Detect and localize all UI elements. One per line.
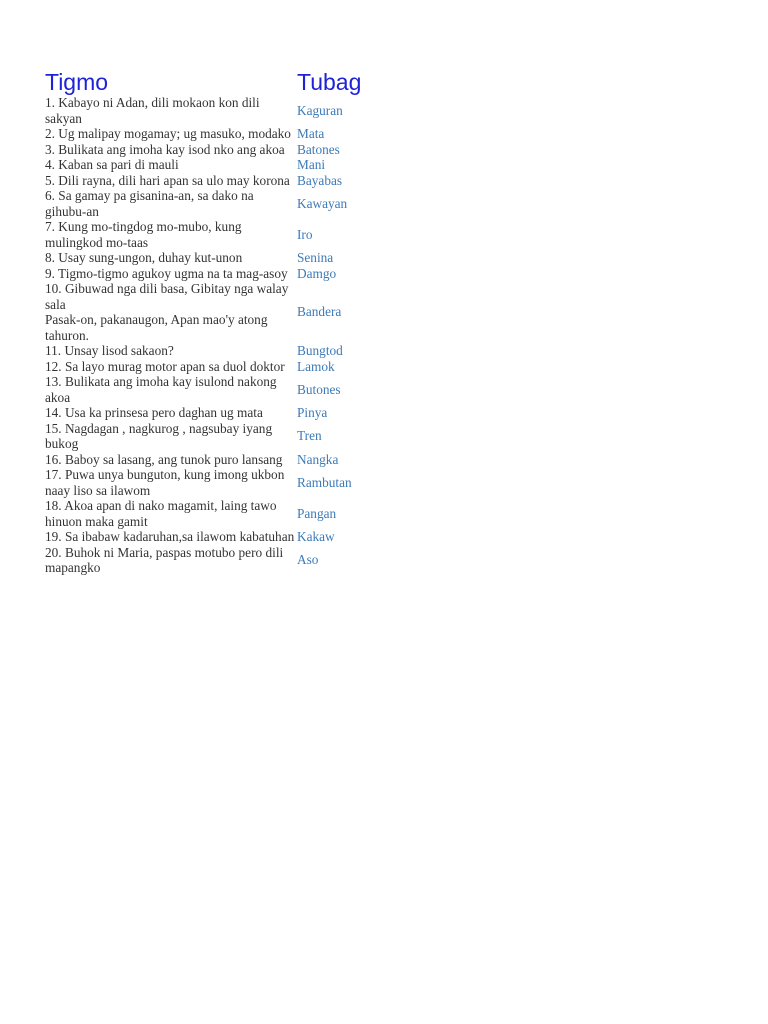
riddle-answer: Iro	[297, 226, 313, 242]
table-row	[45, 188, 375, 219]
riddle-question: 13. Bulikata ang imoha kay isulond nakong akoa	[45, 374, 277, 405]
riddle-answer: Nangka	[297, 451, 339, 467]
answer-column-header: Tubag	[297, 69, 362, 95]
riddle-question: 17. Puwa unya bunguton, kung imong ukbon naay liso sa ilawom	[45, 467, 285, 498]
riddle-answer: Bayabas	[297, 172, 343, 188]
riddle-question: 7. Kung mo-tingdog mo-mubo, kung mulingkod mo-taas	[45, 219, 242, 250]
riddle-answer: Pinya	[297, 405, 328, 420]
riddle-answer: Senina	[297, 250, 334, 265]
table-row	[45, 498, 375, 529]
riddle-question: 9. Tigmo-tigmo agukoy ugma na ta mag-asoy	[45, 265, 288, 281]
table-row	[45, 157, 375, 173]
riddle-question: 15. Nagdagan , nagkurog , nagsubay iyang bukog	[45, 420, 273, 451]
riddle-answer: Kaguran	[297, 102, 343, 118]
table-row	[45, 95, 375, 126]
riddle-answer: Kakaw	[297, 529, 335, 544]
riddle-question: 11. Unsay lisod sakaon?	[45, 343, 174, 358]
question-column-header: Tigmo	[45, 69, 109, 95]
riddle-answer: Batones	[297, 141, 340, 157]
table-row	[45, 250, 375, 266]
riddle-question: 14. Usa ka prinsesa pero daghan ug mata	[45, 405, 263, 420]
riddle-question: 16. Baboy sa lasang, ang tunok puro lansang	[45, 451, 283, 467]
riddle-answer: Aso	[297, 552, 319, 568]
table-row	[45, 266, 375, 282]
table-row	[45, 281, 375, 343]
riddle-answer: Tren	[297, 428, 322, 444]
table-row	[45, 126, 375, 142]
riddle-answer: Rambutan	[297, 474, 352, 490]
riddle-answer: Bandera	[297, 304, 342, 320]
riddle-question: 18. Akoa apan di nako magamit, laing tawo hinuon maka gamit	[45, 498, 277, 529]
table-row	[45, 405, 375, 421]
riddle-question: 10. Gibuwad nga dili basa, Gibitay nga walay sala Pasak-on, pakanaugon, Apan mao'y atong tahuron.	[45, 281, 289, 343]
riddle-question: 5. Dili rayna, dili hari apan sa ulo may korona	[45, 172, 290, 188]
riddle-answer: Bungtod	[297, 343, 343, 358]
riddle-question: 12. Sa layo murag motor apan sa duol doktor	[45, 358, 285, 374]
riddle-question: 6. Sa gamay pa gisanina-an, sa dako na gihubu-an	[45, 188, 254, 219]
table-row	[45, 173, 375, 189]
riddle-answer: Butones	[297, 381, 341, 397]
riddle-question: 8. Usay sung-ungon, duhay kut-unon	[45, 250, 243, 265]
table-row	[45, 359, 375, 375]
riddle-answer: Lamok	[297, 358, 335, 374]
riddle-table	[45, 95, 375, 576]
table-row	[45, 467, 375, 498]
table-row	[45, 421, 375, 452]
table-row	[45, 374, 375, 405]
riddle-question: 19. Sa ibabaw kadaruhan,sa ilawom kabatuhan	[45, 529, 295, 544]
table-row	[45, 219, 375, 250]
header-row	[45, 56, 375, 94]
riddle-question: 2. Ug malipay mogamay; ug masuko, modako	[45, 126, 291, 141]
table-row	[45, 529, 375, 545]
riddle-question: 1. Kabayo ni Adan, dili mokaon kon dili sakyan	[45, 95, 260, 126]
riddle-question: 4. Kaban sa pari di mauli	[45, 157, 179, 172]
table-row	[45, 452, 375, 468]
riddle-answer: Mata	[297, 126, 325, 141]
riddle-answer: Pangan	[297, 505, 337, 521]
table-row	[45, 142, 375, 158]
riddle-answer: Damgo	[297, 265, 337, 281]
riddle-question: 20. Buhok ni Maria, paspas motubo pero dili mapangko	[45, 544, 284, 575]
riddle-question: 3. Bulikata ang imoha kay isod nko ang akoa	[45, 141, 285, 157]
riddle-answer: Kawayan	[297, 195, 348, 211]
table-row	[45, 343, 375, 359]
table-row	[45, 545, 375, 576]
riddle-document	[45, 56, 375, 576]
riddle-answer: Mani	[297, 157, 326, 172]
